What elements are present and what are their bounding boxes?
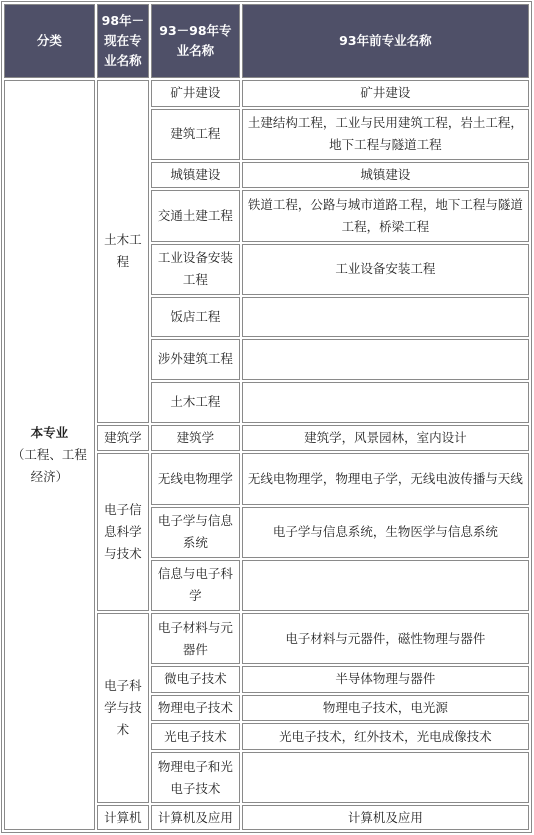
major-98-cell [97, 805, 149, 830]
major-before-93-cell [242, 339, 529, 380]
major-comparison-table [1, 1, 532, 833]
category-subtitle: （工程、工程经济） [11, 447, 87, 484]
major-98-name: 电子信息科学与技术 [104, 502, 142, 562]
major-before-93-cell: 城镇建设 [242, 162, 529, 189]
major-98-cell [97, 453, 149, 611]
major-before-93-cell: 电子材料与元器件，磁性物理与器件 [242, 613, 529, 664]
major-93-98-cell: 光电子技术 [151, 723, 240, 750]
major-before-93-cell: 物理电子技术，电光源 [242, 695, 529, 722]
major-before-93-cell: 半导体物理与器件 [242, 666, 529, 693]
major-before-93-cell: 工业设备安装工程 [242, 244, 529, 295]
major-98-name: 计算机 [104, 809, 142, 825]
major-98-name: 土木工程 [104, 232, 142, 270]
major-before-93-cell: 建筑学，风景园林，室内设计 [242, 425, 529, 452]
major-93-98-cell: 计算机及应用 [151, 805, 240, 830]
major-93-98-cell: 饭店工程 [151, 297, 240, 337]
major-93-98-cell: 信息与电子科学 [151, 560, 240, 611]
major-93-98-cell: 微电子技术 [151, 666, 240, 693]
major-before-93-cell: 计算机及应用 [242, 805, 529, 830]
major-before-93-cell [242, 752, 529, 803]
major-98-name: 电子科学与技术 [104, 678, 142, 738]
header-category: 分类 [4, 4, 95, 78]
header-before-93: 93年前专业名称 [242, 4, 529, 78]
major-before-93-cell: 土建结构工程，工业与民用建筑工程，岩土工程，地下工程与隧道工程 [242, 109, 529, 160]
category-cell [4, 80, 95, 830]
major-93-98-cell: 交通土建工程 [151, 190, 240, 241]
major-before-93-cell: 光电子技术，红外技术，光电成像技术 [242, 723, 529, 750]
major-93-98-cell: 矿井建设 [151, 80, 240, 107]
major-before-93-cell [242, 297, 529, 337]
major-93-98-cell: 电子学与信息系统 [151, 507, 240, 558]
major-93-98-cell: 土木工程 [151, 382, 240, 423]
major-before-93-cell: 无线电物理学，物理电子学，无线电波传播与天线 [242, 453, 529, 504]
major-before-93-cell [242, 382, 529, 423]
major-93-98-cell: 物理电子和光电子技术 [151, 752, 240, 803]
major-before-93-cell: 铁道工程，公路与城市道路工程，地下工程与隧道工程，桥梁工程 [242, 190, 529, 241]
major-98-cell [97, 425, 149, 452]
major-93-98-cell: 城镇建设 [151, 162, 240, 189]
header-98-now: 98年－现在专业名称 [97, 4, 149, 78]
major-93-98-cell: 物理电子技术 [151, 695, 240, 722]
major-98-cell [97, 613, 149, 803]
header-row [4, 4, 529, 78]
major-93-98-cell: 建筑工程 [151, 109, 240, 160]
major-before-93-cell: 矿井建设 [242, 80, 529, 107]
major-93-98-cell: 无线电物理学 [151, 453, 240, 504]
category-title: 本专业 [30, 425, 69, 440]
major-98-cell [97, 80, 149, 423]
major-93-98-cell: 建筑学 [151, 425, 240, 452]
table-row [4, 80, 529, 107]
major-98-name: 建筑学 [104, 430, 142, 446]
major-93-98-cell: 工业设备安装工程 [151, 244, 240, 295]
major-before-93-cell [242, 560, 529, 611]
major-before-93-cell: 电子学与信息系统，生物医学与信息系统 [242, 507, 529, 558]
major-93-98-cell: 电子材料与元器件 [151, 613, 240, 664]
header-93-98: 93－98年专业名称 [151, 4, 240, 78]
major-93-98-cell: 涉外建筑工程 [151, 339, 240, 380]
